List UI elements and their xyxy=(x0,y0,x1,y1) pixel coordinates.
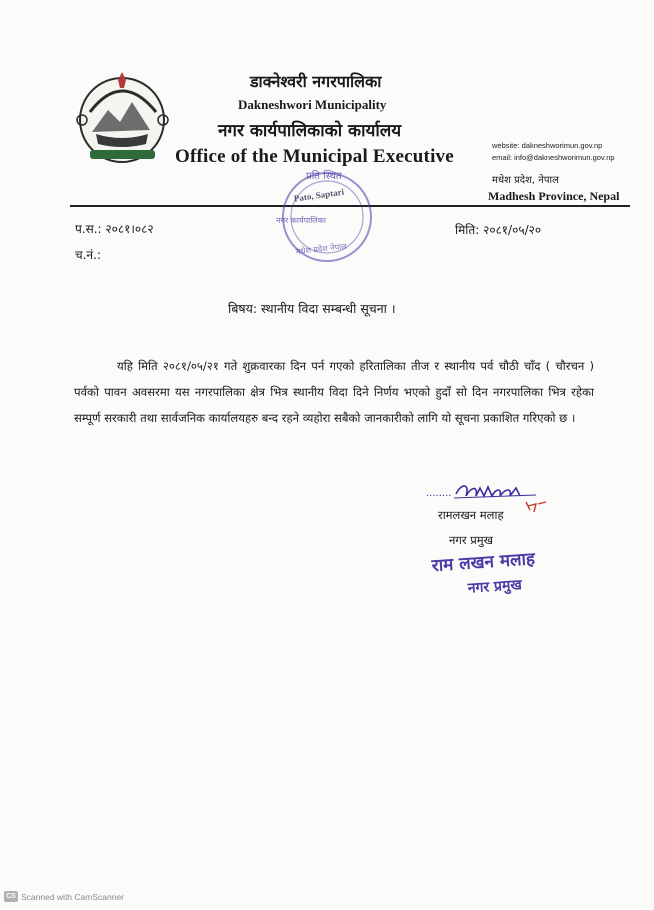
province-nepali: मधेश प्रदेश, नेपाल xyxy=(492,175,559,186)
stamp-line3: नगर कार्यपालिका xyxy=(276,216,326,225)
stamp-line4: मधेश प्रदेश नेपाल xyxy=(295,241,348,257)
camscanner-icon: CS xyxy=(4,891,18,902)
email-text: email: info@dakneshworimun.gov.np xyxy=(492,153,615,162)
stamp-line1: प्रति स्थित xyxy=(306,171,342,182)
subject-line: बिषय: स्थानीय विदा सम्बन्धी सूचना । xyxy=(228,301,396,316)
website-text: website: dakneshworimun.gov.np xyxy=(492,141,603,150)
scanner-text: Scanned with CamScanner xyxy=(21,891,125,902)
letter-number: प.स.: २०८१।०८२ xyxy=(75,222,154,236)
municipality-emblem-logo xyxy=(70,72,175,167)
stamp-line2: Pato, Saptari xyxy=(293,186,345,204)
notice-body: यहि मिति २०८१/०५/२१ गते शुक्रवारका दिन पर्न गएको हरितालिका तीज र स्थानीय पर्व चौठी चाँद ( चौरचन ) पर्वको पावन अवसरमा यस नगरपालिका क्षेत्र भित्र स्थानीय विदा दिने निर्णय भएको हुदाँ सो दिन नगरपालिका भित्र रहेका सम्पूर्ण सरकारी तथा सार्वजनिक कार्यालयहरु बन्द रहने व्यहोरा सबैको जानकारीको लागि यो सूचना प्रकाशित गरिएको छ । xyxy=(74,359,594,425)
stamp-name: राम लखन मलाह xyxy=(431,549,536,577)
municipality-name-nepali: डाक्नेश्वरी नगरपालिका xyxy=(250,72,382,91)
letter-date: मिति: २०८१/०५/२० xyxy=(455,223,542,237)
scanner-watermark xyxy=(4,891,124,902)
office-name-nepali: नगर कार्यपालिकाको कार्यालय xyxy=(218,121,402,141)
municipality-name-english: Dakneshwori Municipality xyxy=(238,97,387,112)
stamp-title: नगर प्रमुख xyxy=(467,577,523,597)
dispatch-number: च.नं.: xyxy=(75,248,101,262)
province-english: Madhesh Province, Nepal xyxy=(488,189,620,203)
office-seal-stamp xyxy=(268,165,386,265)
office-name-english: Office of the Municipal Executive xyxy=(175,146,454,167)
signatory-name: रामलखन मलाह xyxy=(438,508,504,522)
signatory-title: नगर प्रमुख xyxy=(449,533,494,547)
name-stamp xyxy=(428,540,598,600)
signature-dots: ........ xyxy=(426,488,452,499)
